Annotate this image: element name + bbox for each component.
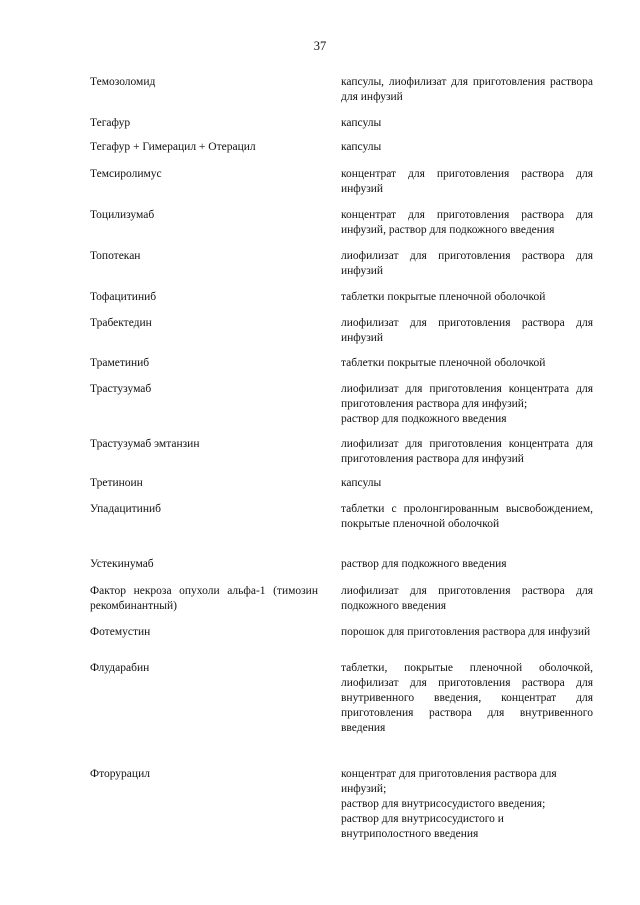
dosage-form-text: концентрат для приготовления раствора для инфузий	[341, 168, 593, 195]
drug-name: Фактор некроза опухоли альфа-1 (тимозин рекомбинантный)	[90, 585, 318, 612]
dosage-forms	[341, 116, 593, 131]
dosage-forms	[341, 502, 593, 532]
drug-name: Тегафур + Гимерацил + Отерацил	[90, 141, 256, 153]
dosage-forms	[341, 584, 593, 614]
dosage-forms	[341, 75, 593, 105]
dosage-form-text: капсулы	[341, 117, 382, 129]
dosage-form-text: таблетки покрытые пленочной оболочкой	[341, 291, 546, 303]
dosage-form-text: лиофилизат для приготовления раствора для подкожного введения	[341, 585, 593, 612]
page-number: 37	[313, 39, 327, 53]
dosage-forms	[341, 382, 593, 427]
dosage-forms	[341, 437, 593, 467]
dosage-form-text: порошок для приготовления раствора для инфузий	[341, 626, 591, 638]
dosage-form-text: концентрат для приготовления раствора для инфузий;	[341, 768, 557, 795]
dosage-forms	[341, 625, 593, 640]
drug-name: Траметиниб	[90, 357, 150, 369]
dosage-form-text: раствор для внутрисосудистого введения;	[341, 798, 546, 810]
dosage-forms	[341, 167, 593, 197]
dosage-form-text: лиофилизат для приготовления раствора для инфузий	[341, 250, 593, 277]
dosage-form-text: раствор для внутрисосудистого и внутриполостного введения	[341, 813, 504, 840]
dosage-form-text: лиофилизат для приготовления концентрата для приготовления раствора для инфузий;	[341, 383, 593, 410]
dosage-form-text: раствор для подкожного введения	[341, 413, 507, 425]
dosage-form-text: капсулы, лиофилизат для приготовления раствора для инфузий	[341, 76, 593, 103]
dosage-forms	[341, 208, 593, 238]
dosage-forms	[341, 476, 593, 491]
dosage-form-text: концентрат для приготовления раствора для инфузий, раствор для подкожного введения	[341, 209, 593, 236]
drug-name: Трастузумаб эмтанзин	[90, 438, 200, 450]
drug-name: Тоцилизумаб	[90, 209, 155, 221]
drug-name: Темсиролимус	[90, 168, 162, 180]
dosage-form-text: лиофилизат для приготовления концентрата для приготовления раствора для инфузий	[341, 438, 593, 465]
dosage-form-text: таблетки покрытые пленочной оболочкой	[341, 357, 546, 369]
dosage-form-text: таблетки, покрытые пленочной оболочкой, лиофилизат для приготовления раствора для внутривенного введения, концентрат для приготовления раствора для внутривенного введения	[341, 662, 593, 734]
drug-name: Трабектедин	[90, 317, 152, 329]
dosage-form-text: капсулы	[341, 141, 382, 153]
dosage-forms	[341, 290, 593, 305]
drug-name: Упадацитиниб	[90, 503, 161, 515]
drug-name: Темозоломид	[90, 76, 156, 88]
dosage-forms	[341, 316, 593, 346]
drug-name: Тофацитиниб	[90, 291, 157, 303]
drug-name: Топотекан	[90, 250, 141, 262]
dosage-forms	[341, 140, 593, 155]
dosage-forms	[341, 557, 593, 572]
dosage-forms	[341, 249, 593, 279]
drug-name: Третиноин	[90, 477, 143, 489]
dosage-form-text: раствор для подкожного введения	[341, 558, 507, 570]
drug-name: Трастузумаб	[90, 383, 152, 395]
dosage-form-text: капсулы	[341, 477, 382, 489]
dosage-forms	[341, 767, 593, 842]
dosage-form-text: таблетки с пролонгированным высвобождением, покрытые пленочной оболочкой	[341, 503, 593, 530]
dosage-forms	[341, 356, 593, 371]
drug-name: Флударабин	[90, 662, 150, 674]
dosage-form-text: лиофилизат для приготовления раствора для инфузий	[341, 317, 593, 344]
dosage-forms	[341, 661, 593, 736]
drug-name: Устекинумаб	[90, 558, 154, 570]
drug-name: Тегафур	[90, 117, 131, 129]
drug-name: Фотемустин	[90, 626, 151, 638]
drug-name: Фторурацил	[90, 768, 150, 780]
